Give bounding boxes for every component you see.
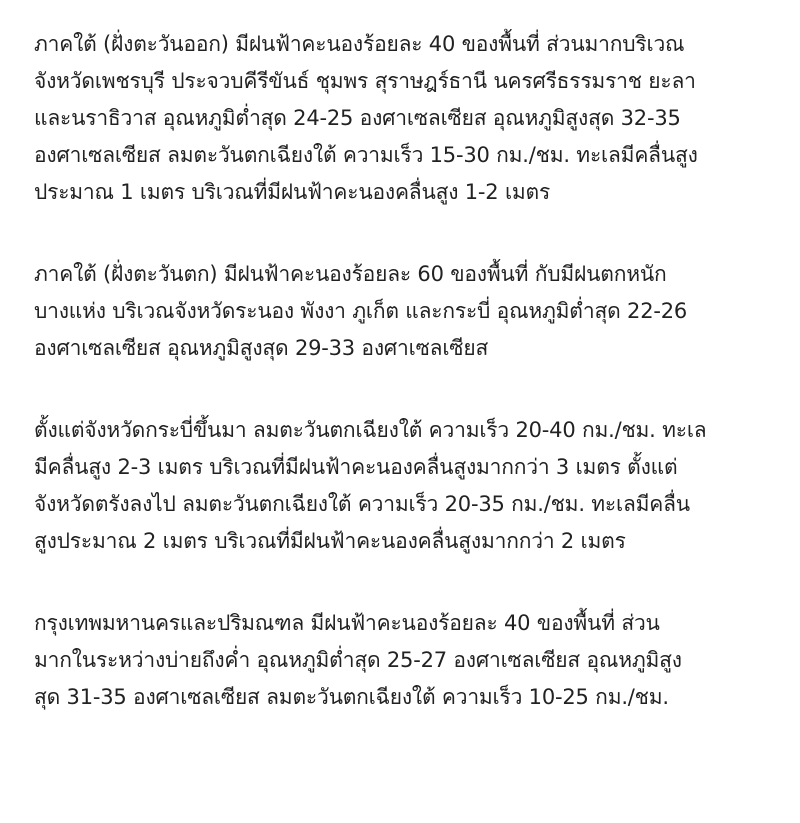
text-line: ภาคใต้ (ฝั่งตะวันออก) มีฝนฟ้าคะนองร้อยละ 40 ของพื้นที่ ส่วนมากบริเวณ: [34, 32, 685, 56]
text-line: มีคลื่นสูง 2-3 เมตร บริเวณที่มีฝนฟ้าคะนองคลื่นสูงมากกว่า 3 เมตร ตั้งแต่: [34, 455, 678, 479]
text-line: จังหวัดเพชรบุรี ประจวบคีรีขันธ์ ชุมพร สุราษฎร์ธานี นครศรีธรรมราช ยะลา: [34, 69, 696, 93]
text-line: ประมาณ 1 เมตร บริเวณที่มีฝนฟ้าคะนองคลื่นสูง 1-2 เมตร: [34, 180, 551, 204]
text-line: สูงประมาณ 2 เมตร บริเวณที่มีฝนฟ้าคะนองคลื่นสูงมากกว่า 2 เมตร: [34, 529, 626, 553]
paragraph-bangkok: [34, 605, 782, 716]
paragraph-sea-conditions: [34, 412, 782, 560]
text-line: องศาเซลเซียส อุณหภูมิสูงสุด 29-33 องศาเซลเซียส: [34, 336, 489, 360]
text-line: มากในระหว่างบ่ายถึงค่ำ อุณหภูมิต่ำสุด 25-27 องศาเซลเซียส อุณหภูมิสูง: [34, 648, 682, 672]
text-line: ภาคใต้ (ฝั่งตะวันตก) มีฝนฟ้าคะนองร้อยละ 60 ของพื้นที่ กับมีฝนตกหนัก: [34, 262, 667, 286]
paragraph-south-west: [34, 256, 782, 367]
paragraph-south-east: [34, 26, 782, 211]
text-line: บางแห่ง บริเวณจังหวัดระนอง พังงา ภูเก็ต และกระบี่ อุณหภูมิต่ำสุด 22-26: [34, 299, 688, 323]
text-line: ตั้งแต่จังหวัดกระบี่ขึ้นมา ลมตะวันตกเฉียงใต้ ความเร็ว 20-40 กม./ชม. ทะเล: [34, 418, 707, 442]
text-line: สุด 31-35 องศาเซลเซียส ลมตะวันตกเฉียงใต้ ความเร็ว 10-25 กม./ชม.: [34, 685, 669, 709]
text-line: จังหวัดตรังลงไป ลมตะวันตกเฉียงใต้ ความเร็ว 20-35 กม./ชม. ทะเลมีคลื่น: [34, 492, 690, 516]
text-line: กรุงเทพมหานครและปริมณฑล มีฝนฟ้าคะนองร้อยละ 40 ของพื้นที่ ส่วน: [34, 611, 660, 635]
text-line: และนราธิวาส อุณหภูมิต่ำสุด 24-25 องศาเซลเซียส อุณหภูมิสูงสุด 32-35: [34, 106, 681, 130]
text-line: องศาเซลเซียส ลมตะวันตกเฉียงใต้ ความเร็ว 15-30 กม./ชม. ทะเลมีคลื่นสูง: [34, 143, 698, 167]
